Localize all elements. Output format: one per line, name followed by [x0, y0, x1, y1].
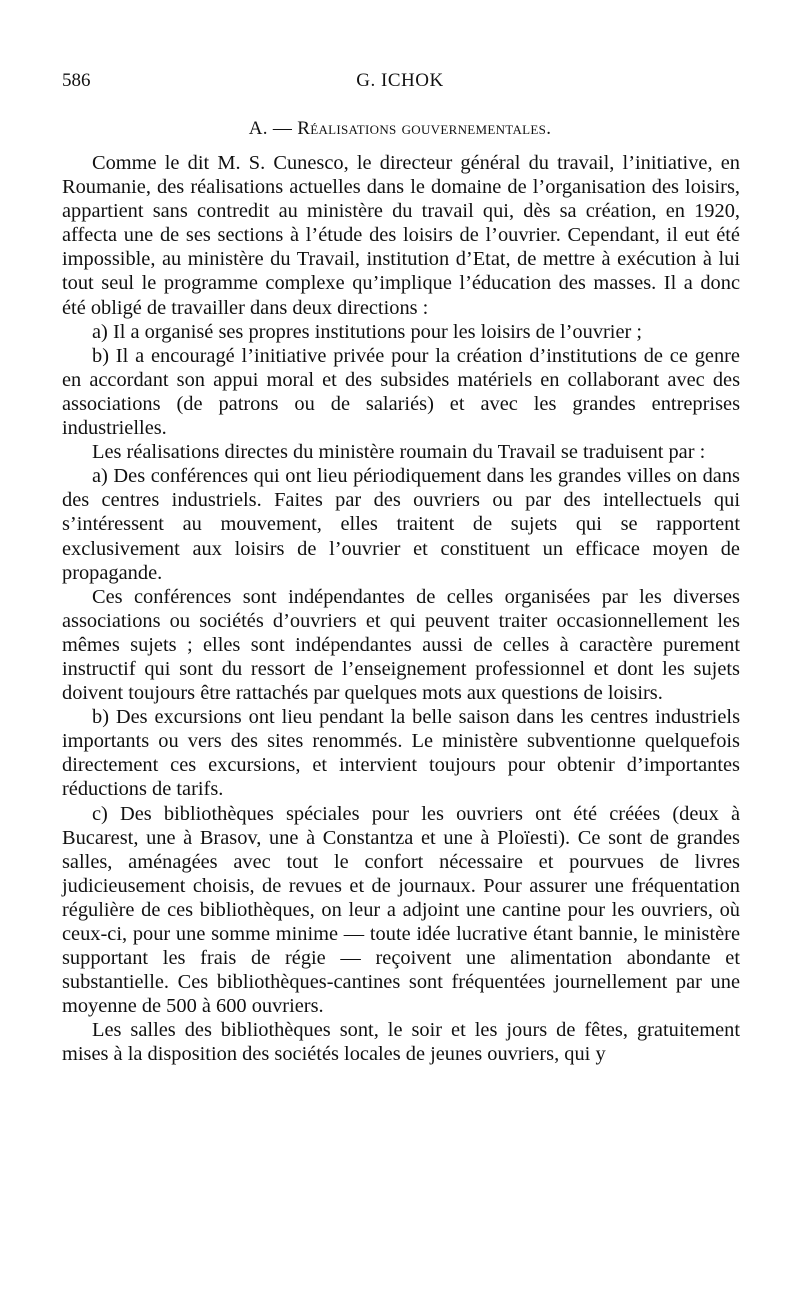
- paragraph-libraries: c) Des bibliothèques spéciales pour les ouvriers ont été créées (deux à Bucarest, une à Brasov, une à Constantza et une à Ploïesti). Ce sont de grandes salles, aménagées avec tout le confort nécessaire et pourvues de livres judicieusement choisis, de revues et de journaux. Pour assurer une fréquentation régulière de ces bibliothèques, on leur a adjoint une cantine pour les ouvriers, où ceux-ci, pour une somme minime — toute idée lucrative étant bannie, le ministère supportant les frais de régie — reçoivent une alimentation abondante et substantielle. Ces bibliothèques-cantines sont fréquentées journellement par une moyenne de 500 à 600 ouvriers.: [62, 802, 740, 1018]
- section-heading: [62, 118, 738, 140]
- section-letter: A.: [248, 118, 268, 139]
- paragraph-item-b-private-initiative: b) Il a encouragé l’initiative privée pour la création d’institutions de ce genre en accordant son appui moral et des subsides matériels en collaborant avec des associations (de patrons ou de salariés) et avec les grandes entreprises industrielles.: [62, 344, 740, 440]
- paragraph-intro: Comme le dit M. S. Cunesco, le directeur général du travail, l’initiative, en Roumanie, des réalisations actuelles dans le domaine de l’organisation des loisirs, appartient sans contredit au ministère du travail qui, dès sa création, en 1920, affecta une de ses sections à l’étude des loisirs de l’ouvrier. Cependant, il eut été impossible, au ministère du Travail, institution d’Etat, de mettre à exécution à lui tout seul le programme complexe qu’implique l’éducation des masses. Il a donc été obligé de travailler dans deux directions :: [62, 152, 740, 319]
- page-number: 586: [62, 70, 91, 91]
- section-dash: —: [267, 118, 298, 139]
- paragraph-item-a-own-institutions: a) Il a organisé ses propres institutions pour les loisirs de l’ouvrier ;: [92, 320, 643, 343]
- running-head: G. ICHOK: [356, 70, 444, 91]
- section-title: Réalisations gouvernementales.: [297, 118, 552, 139]
- paragraph-library-rooms: Les salles des bibliothèques sont, le soir et les jours de fêtes, gratuitement mises à la disposition des sociétés locales de jeunes ouvriers, qui y: [62, 1019, 740, 1066]
- paragraph-excursions: b) Des excursions ont lieu pendant la belle saison dans les centres industriels importants ou vers des sites renommés. Le ministère subventionne quelquefois directement ces excursions, et intervient toujours pour obtenir d’importantes réductions de tarifs.: [62, 706, 740, 801]
- paragraph-direct-achievements: Les réalisations directes du ministère roumain du Travail se traduisent par :: [92, 441, 706, 464]
- paragraph-conferences: a) Des conférences qui ont lieu périodiquement dans les grandes villes on dans des centres industriels. Faites par des ouvriers ou par des intellectuels qui s’intéressent au mouvement, elles traitent de sujets qui se rapportent exclusivement aux loisirs de l’ouvrier et constituent un efficace moyen de propagande.: [62, 465, 740, 584]
- paragraph-conferences-independent: Ces conférences sont indépendantes de celles organisées par les diverses associations ou sociétés d’ouvriers et qui peuvent traiter occasionnellement les mêmes sujets ; elles sont indépendantes aussi de celles à caractère purement instructif qui sont du ressort de l’enseignement professionnel et dont les sujets doivent toujours être rattachés par quelques mots aux questions de loisirs.: [62, 585, 740, 705]
- page-header: [62, 70, 738, 96]
- body-text: [62, 151, 740, 1067]
